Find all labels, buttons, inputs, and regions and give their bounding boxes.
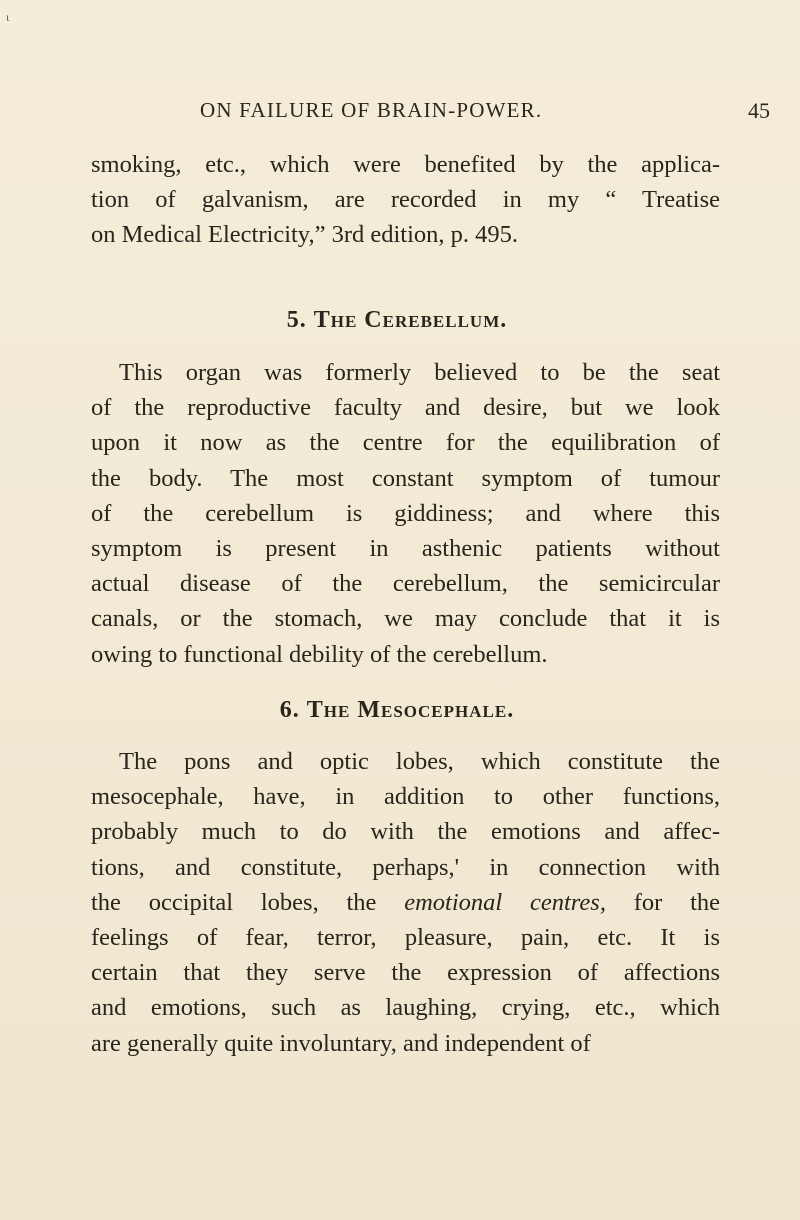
- section-heading-cerebellum: [0, 307, 797, 334]
- text-line: canals, or the stomach, we may conclude that it is: [91, 605, 720, 633]
- text-line: The pons and optic lobes, which constitute the: [119, 748, 720, 775]
- section-number: 5.: [286, 307, 307, 333]
- text-line: probably much to do with the emotions and affec-: [91, 818, 720, 846]
- text-line: smoking, etc., which were benefited by the applica-: [91, 151, 720, 178]
- section-number: 6.: [279, 697, 300, 723]
- italic-phrase: emotional centres,: [404, 888, 606, 916]
- text-line: certain that they serve the expression of affections: [91, 959, 720, 987]
- paragraph-cerebellum: [91, 355, 720, 672]
- section-heading-mesocephale: [0, 697, 797, 724]
- text-line: tion of galvanism, are recorded in my “ Treatise: [91, 186, 720, 214]
- text-line: feelings of fear, terror, pleasure, pain, etc. It is: [91, 924, 720, 952]
- text-line: the body. The most constant symptom of tumour: [91, 464, 720, 492]
- text-line: and emotions, such as laughing, crying, etc., which: [91, 994, 720, 1022]
- text-line: are generally quite involuntary, and independent of: [91, 1029, 591, 1057]
- corner-mark: ι: [6, 10, 10, 24]
- text-segment: the occipital lobes, the: [91, 888, 377, 916]
- section-title: The Cerebellum.: [313, 307, 508, 333]
- text-line: mesocephale, have, in addition to other functions,: [91, 783, 720, 811]
- paragraph-mesocephale: [91, 744, 720, 1061]
- text-line: This organ was formerly believed to be the seat: [119, 359, 720, 386]
- text-line: of the reproductive faculty and desire, but we look: [91, 394, 720, 422]
- text-line: on Medical Electricity,” 3rd edition, p. 495.: [91, 221, 519, 249]
- text-line: upon it now as the centre for the equilibration of: [91, 429, 720, 457]
- text-line: of the cerebellum is giddiness; and where this: [91, 499, 720, 527]
- text-line: tions, and constitute, perhaps,' in connection with: [91, 853, 720, 881]
- paragraph-continuation: [91, 147, 720, 253]
- text-line-with-italic: [91, 885, 720, 920]
- running-head: [90, 98, 770, 128]
- text-line: actual disease of the cerebellum, the semicircular: [91, 570, 720, 598]
- text-segment: for the: [633, 888, 721, 916]
- page-number: 45: [748, 98, 770, 123]
- text-line: owing to functional debility of the cerebellum.: [91, 640, 548, 668]
- running-head-title: ON FAILURE OF BRAIN-POWER.: [200, 98, 543, 122]
- text-line: symptom is present in asthenic patients without: [91, 535, 720, 563]
- section-title: The Mesocephale.: [306, 697, 515, 723]
